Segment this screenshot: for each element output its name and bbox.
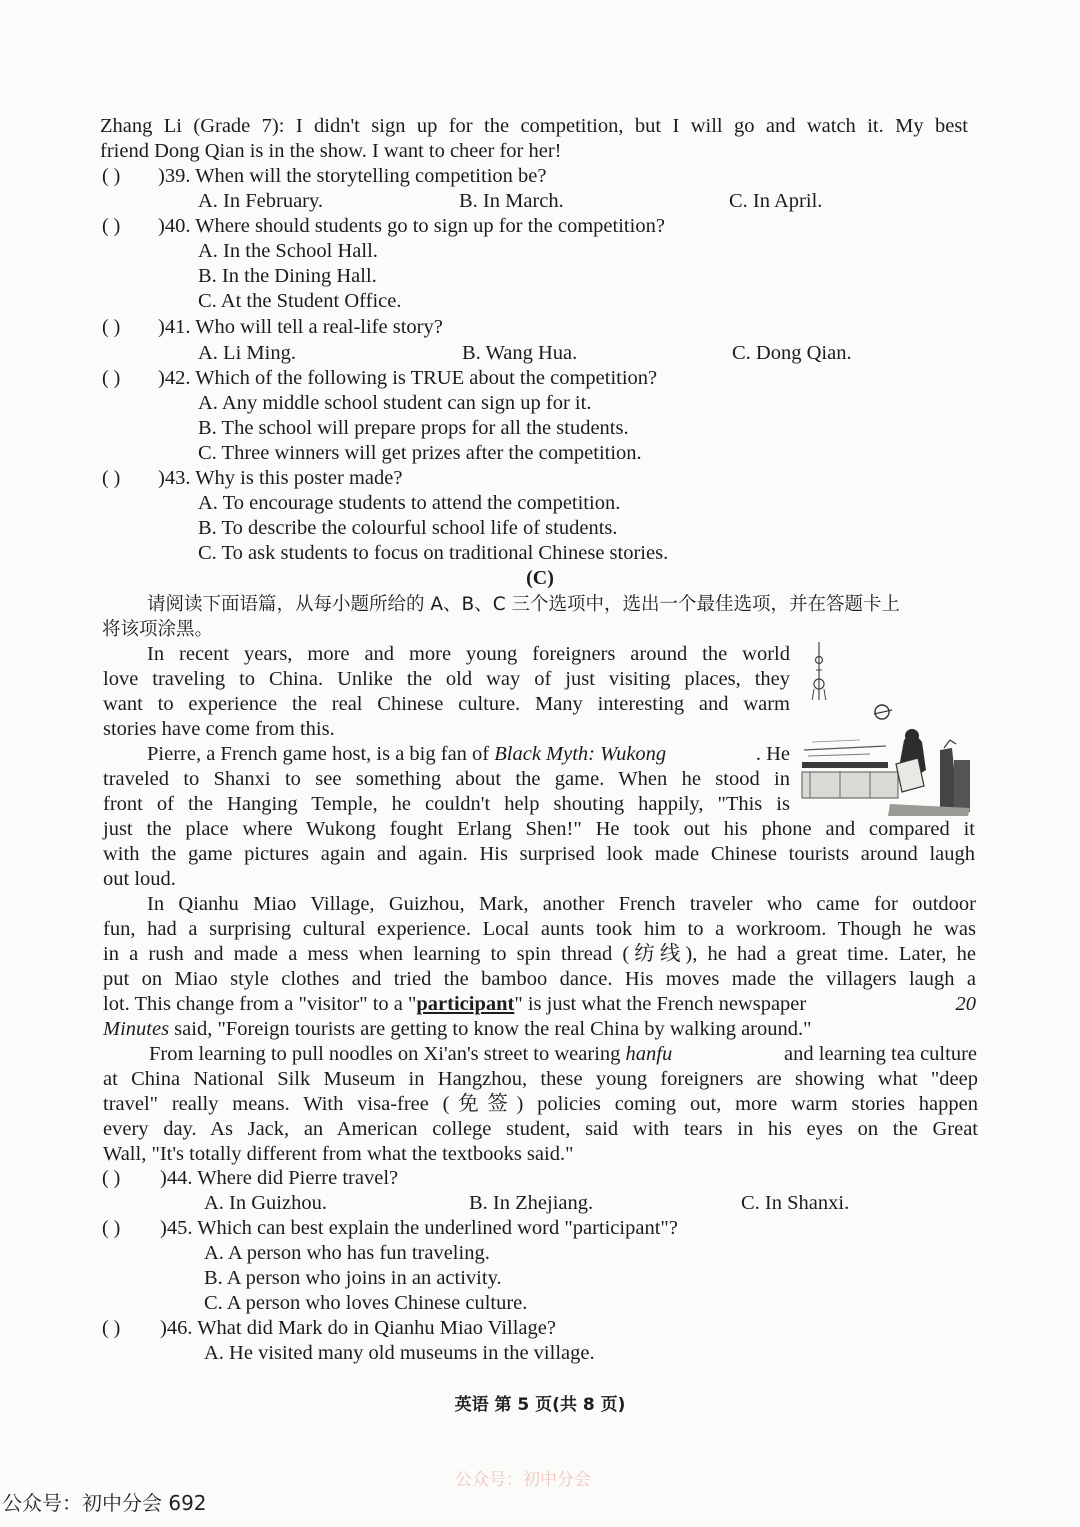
q46-option-a: A. He visited many old museums in the village.	[204, 1342, 595, 1364]
q42-option-c: C. Three winners will get prizes after the competition.	[198, 442, 642, 464]
q45-option-a: A. A person who has fun traveling.	[204, 1242, 490, 1264]
p2-line1-text-a: Pierre, a French game host, is a big fan of	[147, 743, 495, 765]
question-41: )41. Who will tell a real-life story?	[158, 316, 443, 338]
q39-option-a: A. In February.	[198, 190, 324, 212]
question-42: )42. Which of the following is TRUE about the competition?	[158, 367, 658, 389]
intro-line-2: friend Dong Qian is in the show. I want to cheer for her!	[100, 140, 562, 162]
answer-blank-44[interactable]: ( )	[102, 1167, 121, 1189]
question-46: )46. What did Mark do in Qianhu Miao Village?	[160, 1317, 556, 1339]
passage-p1-line3: want to experience the real Chinese culture. Many interesting and warm	[103, 693, 790, 715]
q40-option-a: A. In the School Hall.	[198, 240, 378, 262]
game-title: Black Myth: Wukong	[494, 743, 667, 765]
newspaper-name-part1: 20	[955, 993, 976, 1015]
answer-blank-43[interactable]: ( )	[102, 467, 121, 489]
p2-line1-text-b: . He	[755, 743, 790, 765]
section-c-instruction-2: 将该项涂黑。	[102, 619, 214, 640]
p3-line5-text-a: lot. This change from a "visitor" to a "	[103, 993, 417, 1015]
q39-option-b: B. In March.	[459, 190, 564, 212]
passage-p1-line4: stories have come from this.	[103, 718, 335, 740]
q42-option-b: B. The school will prepare props for all the students.	[198, 417, 629, 439]
p3-line6-text: said, "Foreign tourists are getting to know the real China by walking around."	[169, 1018, 812, 1040]
question-44: )44. Where did Pierre travel?	[160, 1167, 399, 1189]
passage-p4-line1	[149, 1042, 977, 1067]
p4-line1-text-a: From learning to pull noodles on Xi'an's street to wearing	[149, 1043, 626, 1065]
answer-blank-40[interactable]: ( )	[102, 215, 121, 237]
page-footer: 英语 第 5 页(共 8 页)	[454, 1395, 626, 1415]
passage-p2-line5: with the game pictures again and again. His surprised look made Chinese tourists around laugh	[103, 843, 975, 865]
passage-p4-line5: Wall, "It's totally different from what the textbooks said."	[103, 1143, 574, 1165]
q43-option-a: A. To encourage students to attend the competition.	[198, 492, 621, 514]
q40-option-c: C. At the Student Office.	[198, 290, 402, 312]
faint-watermark: 公众号：初中分会	[455, 1470, 591, 1490]
passage-p4-line4: every day. As Jack, an American college student, said with tears in his eyes on the Great	[103, 1118, 978, 1140]
question-39: )39. When will the storytelling competition be?	[158, 165, 547, 187]
q44-option-b: B. In Zhejiang.	[469, 1192, 594, 1214]
q43-option-c: C. To ask students to focus on traditional Chinese stories.	[198, 542, 669, 564]
bottom-watermark: 公众号：初中分会 692	[2, 1491, 207, 1515]
q45-option-b: B. A person who joins in an activity.	[204, 1267, 502, 1289]
passage-p3-line2: fun, had a surprising cultural experience. Local aunts took him to a workroom. Though he was	[103, 918, 976, 940]
p3-line5-text-b: " is just what the French newspaper	[514, 993, 812, 1015]
q41-option-a: A. Li Ming.	[198, 342, 296, 364]
passage-p4-line2: at China National Silk Museum in Hangzhou, these young foreigners are showing what "deep	[103, 1068, 978, 1090]
q44-option-c: C. In Shanxi.	[741, 1192, 850, 1214]
answer-blank-41[interactable]: ( )	[102, 316, 121, 338]
passage-p2-line2: traveled to Shanxi to see something about the game. When he stood in	[103, 768, 790, 790]
passage-p3-line5	[103, 992, 976, 1017]
passage-p2-line3: front of the Hanging Temple, he couldn't help shouting happily, "This is	[103, 793, 790, 815]
answer-blank-42[interactable]: ( )	[102, 367, 121, 389]
answer-blank-39[interactable]: ( )	[102, 165, 121, 187]
underlined-word-participant: participant	[416, 993, 515, 1015]
question-45: )45. Which can best explain the underlined word "participant"?	[160, 1217, 678, 1239]
answer-blank-46[interactable]: ( )	[102, 1317, 121, 1339]
passage-p3-line3: in a rush and made a mess when learning to spin thread (纺线), he had a great time. Later, he	[103, 943, 976, 965]
passage-p2-line1	[147, 742, 790, 767]
passage-p2-line4: just the place where Wukong fought Erlang Shen!" He took out his phone and compared it	[103, 818, 975, 840]
q41-option-c: C. Dong Qian.	[732, 342, 852, 364]
q42-option-a: A. Any middle school student can sign up for it.	[198, 392, 592, 414]
section-c-instruction-1: 请阅读下面语篇，从每小题所给的 A、B、C 三个选项中，选出一个最佳选项，并在答题卡上	[147, 594, 901, 615]
section-c-heading: (C)	[526, 567, 554, 589]
q43-option-b: B. To describe the colourful school life of students.	[198, 517, 618, 539]
passage-p2-line6: out loud.	[103, 868, 176, 890]
p4-line1-text-b: and learning tea culture	[778, 1043, 977, 1065]
question-40: )40. Where should students go to sign up for the competition?	[158, 215, 665, 237]
passage-p1-line1: In recent years, more and more young foreigners around the world	[147, 643, 790, 665]
q39-option-c: C. In April.	[729, 190, 823, 212]
passage-p3-line4: put on Miao style clothes and tried the bamboo dance. His moves made the villagers laugh a	[103, 968, 976, 990]
hanfu-word: hanfu	[625, 1043, 673, 1065]
passage-p4-line3: travel" really means. With visa-free (免签) policies coming out, more warm stories happen	[103, 1093, 978, 1115]
passage-p3-line6	[103, 1017, 811, 1042]
q40-option-b: B. In the Dining Hall.	[198, 265, 377, 287]
q44-option-a: A. In Guizhou.	[204, 1192, 327, 1214]
intro-line-1: Zhang Li (Grade 7): I didn't sign up for the competition, but I will go and watch it. My best	[100, 115, 968, 137]
passage-p3-line1: In Qianhu Miao Village, Guizhou, Mark, another French traveler who came for outdoor	[147, 893, 976, 915]
answer-blank-45[interactable]: ( )	[102, 1217, 121, 1239]
newspaper-name-part2: Minutes	[103, 1018, 170, 1040]
q45-option-c: C. A person who loves Chinese culture.	[204, 1292, 528, 1314]
q41-option-b: B. Wang Hua.	[462, 342, 578, 364]
traveler-illustration	[800, 700, 974, 816]
passage-p1-line2: love traveling to China. Unlike the old way of just visiting places, they	[103, 668, 790, 690]
question-43: )43. Why is this poster made?	[158, 467, 403, 489]
